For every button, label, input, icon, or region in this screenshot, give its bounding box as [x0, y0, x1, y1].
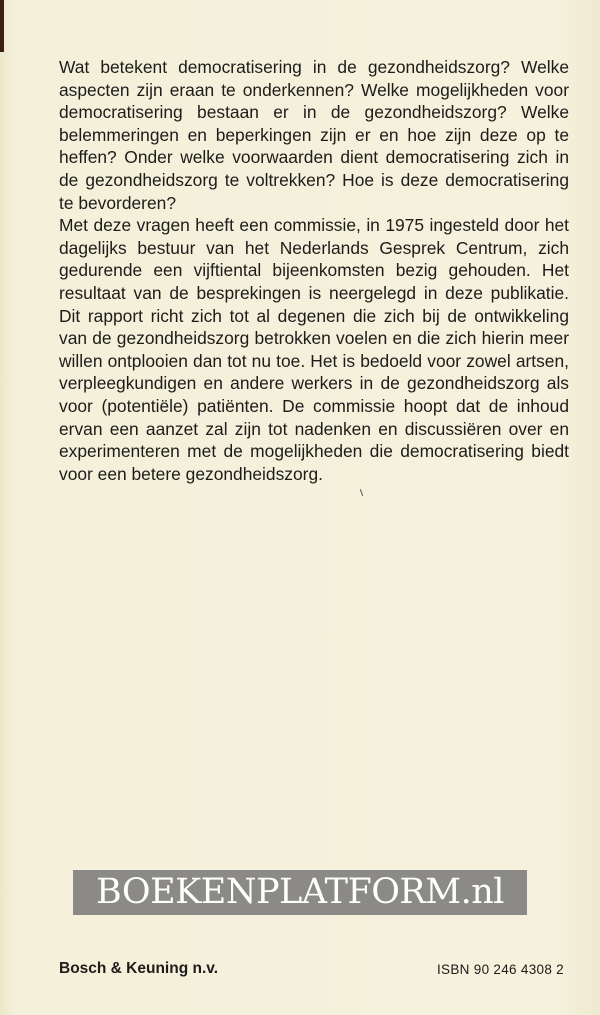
isbn-number: ISBN 90 246 4308 2 [437, 962, 564, 977]
blurb-paragraph-description: Met deze vragen heeft een commissie, in 1975 ingesteld door het dagelijks bestuur van het Nederlands Gesprek Centrum, zich gedurende een vijftiental bijeenkomsten bezig gehouden. Het resultaat van de besprekingen is neergelegd in deze publikatie. Dit rapport richt zich tot al degenen die zich bij de ontwikkeling van de gezondheidszorg betrokken voelen en die zich hierin meer willen ontplooien dan tot nu toe. Het is bedoeld voor zowel artsen, verpleegkundigen en andere werkers in de gezondheidszorg als voor (potentiële) patiënten. De commissie hoopt dat de inhoud ervan een aanzet zal zijn tot nadenken en discussiëren over en experimenteren met de mogelijkheden die democratisering biedt voor een betere gezondheidszorg. [59, 215, 569, 484]
watermark-banner: BOEKENPLATFORM.nl [73, 870, 527, 915]
blurb-text [59, 56, 569, 485]
stray-mark [360, 489, 363, 496]
blurb-paragraph-questions: Wat betekent democratisering in de gezondheidszorg? Welke aspecten zijn eraan te onderkennen? Welke mogelijkheden voor democratisering bestaan er in de gezondheidszorg? Welke belemmeringen en beperkingen zijn er en hoe zijn deze op te heffen? Onder welke voorwaarden dient democratisering zich in de gezondheidszorg te voltrekken? Hoe is deze democratisering te bevorderen? [59, 57, 569, 213]
spine-edge [0, 0, 4, 52]
publisher-name: Bosch & Keuning n.v. [59, 960, 219, 977]
